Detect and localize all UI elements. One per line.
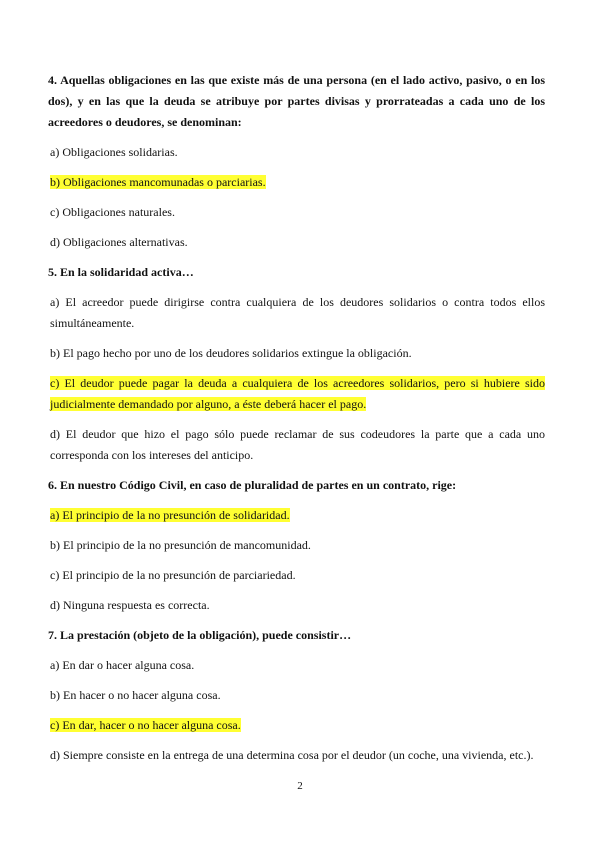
option-d: d) El deudor que hizo el pago sólo puede reclamar de sus codeudores la parte que a cada uno corresponda con los intereses del anticipo. xyxy=(50,427,545,462)
option-a: a) En dar o hacer alguna cosa. xyxy=(50,658,195,672)
question-6 xyxy=(48,475,545,616)
option-a: a) El acreedor puede dirigirse contra cualquiera de los deudores solidarios o contra todos ellos simultáneamente. xyxy=(50,295,545,330)
page-number: 2 xyxy=(297,780,303,792)
option-d: d) Siempre consiste en la entrega de una determina cosa por el deudor (un coche, una vivienda, etc.). xyxy=(50,748,534,762)
option-b: b) El principio de la no presunción de mancomunidad. xyxy=(50,538,311,552)
highlighted-answer: c) El deudor puede pagar la deuda a cualquiera de los acreedores solidarios, pero si hubiere sido judicialmente demandado por alguno, a éste deberá hacer el pago. xyxy=(50,376,545,411)
document-page xyxy=(48,70,545,775)
option-c xyxy=(48,715,545,736)
option-c: c) Obligaciones naturales. xyxy=(50,205,175,219)
question-text: 4. Aquellas obligaciones en las que existe más de una persona (en el lado activo, pasivo, o en los dos), y en las que la deuda se atribuye por partes divisas y prorrateadas a cada uno de los acreedores o deudores, se denominan: xyxy=(48,73,545,129)
option-a: a) Obligaciones solidarias. xyxy=(50,145,178,159)
option-c xyxy=(48,373,545,415)
highlighted-answer: c) En dar, hacer o no hacer alguna cosa. xyxy=(50,718,241,732)
question-text: 5. En la solidaridad activa… xyxy=(48,265,194,279)
option-a xyxy=(48,505,545,526)
option-b xyxy=(48,172,545,193)
option-d: d) Obligaciones alternativas. xyxy=(50,235,188,249)
highlighted-answer: b) Obligaciones mancomunadas o parciarias. xyxy=(50,175,266,189)
option-c: c) El principio de la no presunción de parciariedad. xyxy=(50,568,296,582)
question-5 xyxy=(48,262,545,466)
question-text: 7. La prestación (objeto de la obligación), puede consistir… xyxy=(48,628,352,642)
question-7 xyxy=(48,625,545,766)
option-b: b) En hacer o no hacer alguna cosa. xyxy=(50,688,221,702)
option-b: b) El pago hecho por uno de los deudores solidarios extingue la obligación. xyxy=(50,346,412,360)
question-text: 6. En nuestro Código Civil, en caso de pluralidad de partes en un contrato, rige: xyxy=(48,478,457,492)
option-d: d) Ninguna respuesta es correcta. xyxy=(50,598,210,612)
highlighted-answer: a) El principio de la no presunción de solidaridad. xyxy=(50,508,290,522)
question-4 xyxy=(48,70,545,253)
